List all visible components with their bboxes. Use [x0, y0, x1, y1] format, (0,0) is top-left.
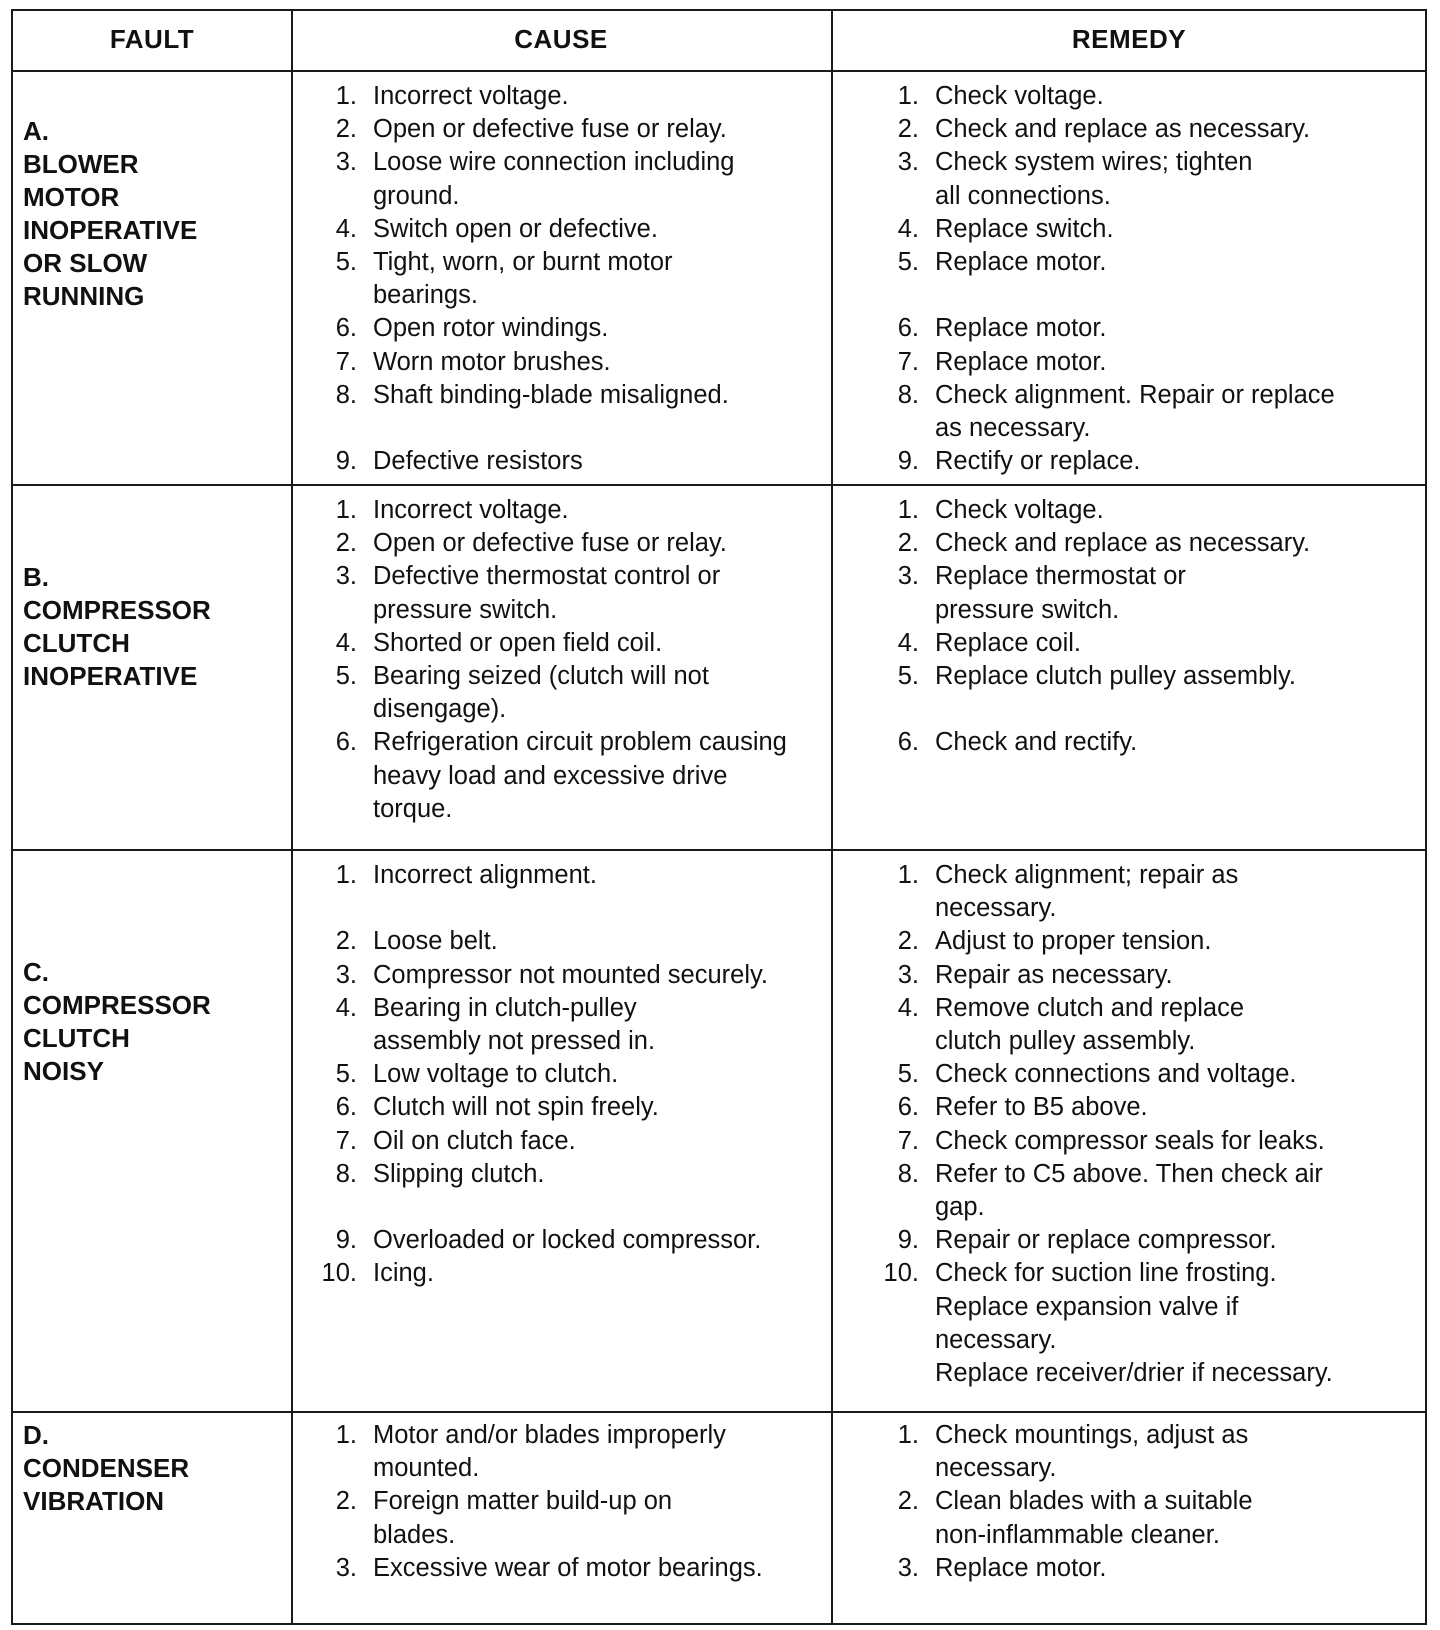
list-item: 5. Bearing seized (clutch will not disengage).	[335, 662, 709, 724]
list-item: 6. Clutch will not spin freely.	[335, 1093, 659, 1122]
list-item: 1. Incorrect voltage.	[335, 496, 569, 524]
fault-a: A. BLOWER MOTOR INOPERATIVE OR SLOW RUNNING	[23, 116, 198, 311]
column-divider	[831, 11, 833, 1623]
section-b-row	[13, 484, 1425, 851]
list-item: 2. Adjust to proper tension.	[897, 927, 1212, 956]
list-item: 7. Oil on clutch face.	[335, 1126, 576, 1155]
list-item: 7. Replace motor.	[897, 347, 1107, 376]
remedy-list-b	[875, 494, 1415, 760]
list-item: 3. Loose wire connection including ground.	[335, 148, 735, 210]
list-item: 2. Check and replace as necessary.	[897, 529, 1311, 558]
header-row	[13, 11, 1425, 71]
fault-d: D. CONDENSER VIBRATION	[23, 1420, 190, 1516]
list-item: 8. Refer to C5 above. Then check air gap.	[897, 1159, 1323, 1222]
list-item: 3. Defective thermostat control or pressure switch.	[335, 562, 721, 624]
list-item: 9. Defective resistors	[335, 447, 583, 476]
list-item: 5. Check connections and voltage.	[897, 1060, 1297, 1089]
list-item: 2. Clean blades with a suitable non-inflammable cleaner.	[897, 1487, 1253, 1549]
list-item: 2. Open or defective fuse or relay.	[335, 115, 727, 144]
header-fault: FAULT	[109, 23, 195, 54]
list-item: 1. Incorrect alignment.	[335, 861, 597, 889]
cause-list-a	[313, 80, 853, 478]
list-item: 1. Incorrect voltage.	[335, 82, 569, 110]
list-item: 6. Replace motor.	[897, 314, 1107, 343]
list-item: 3. Excessive wear of motor bearings.	[335, 1553, 763, 1582]
cause-list-c	[313, 859, 853, 1291]
header-remedy: REMEDY	[1071, 23, 1187, 54]
cause-list-d	[313, 1419, 853, 1585]
list-item: 6. Open rotor windings.	[335, 314, 609, 343]
list-item: 10. Check for suction line frosting. Replace expansion valve if necessary. Replace receiver/drier if necessary.	[883, 1259, 1333, 1388]
list-item: 9. Rectify or replace.	[897, 447, 1141, 476]
cause-list-b	[313, 494, 853, 826]
header-cause: CAUSE	[514, 23, 608, 54]
list-item: 4. Bearing in clutch-pulley assembly not pressed in.	[335, 993, 656, 1055]
remedy-list-d	[875, 1419, 1415, 1585]
fault-b: B. COMPRESSOR CLUTCH INOPERATIVE	[23, 562, 211, 691]
fault-c: C. COMPRESSOR CLUTCH NOISY	[23, 957, 211, 1086]
list-item: 2. Check and replace as necessary.	[897, 115, 1311, 144]
remedy-list-a	[875, 80, 1415, 478]
list-item: 2. Foreign matter build-up on blades.	[335, 1487, 673, 1549]
section-d-row	[13, 1411, 1425, 1625]
troubleshooting-table	[11, 9, 1427, 1625]
list-item: 8. Check alignment. Repair or replace as necessary.	[897, 380, 1335, 443]
list-item: 1. Check mountings, adjust as necessary.	[897, 1421, 1249, 1483]
list-item: 5. Low voltage to clutch.	[335, 1060, 619, 1089]
list-item: 4. Replace switch.	[897, 214, 1114, 243]
list-item: 4. Switch open or defective.	[335, 214, 658, 243]
remedy-list-c	[875, 859, 1415, 1390]
list-item: 4. Shorted or open field coil.	[335, 628, 663, 657]
column-divider	[291, 11, 293, 1623]
list-item: 3. Repair as necessary.	[897, 960, 1173, 989]
list-item: 3. Replace motor.	[897, 1553, 1107, 1582]
list-item: 3. Compressor not mounted securely.	[335, 960, 768, 989]
list-item: 1. Check voltage.	[897, 82, 1104, 110]
list-item: 9. Overloaded or locked compressor.	[335, 1226, 762, 1255]
list-item: 8. Slipping clutch.	[335, 1159, 545, 1188]
list-item: 1. Check voltage.	[897, 496, 1104, 524]
list-item: 1. Motor and/or blades improperly mounted.	[335, 1421, 726, 1483]
list-item: 4. Remove clutch and replace clutch pulley assembly.	[897, 993, 1245, 1056]
list-item: 6. Check and rectify.	[897, 728, 1138, 757]
list-item: 8. Shaft binding-blade misaligned.	[335, 380, 729, 409]
list-item: 4. Replace coil.	[897, 628, 1081, 657]
list-item: 2. Loose belt.	[335, 927, 498, 956]
list-item: 3. Check system wires; tighten all connections.	[897, 148, 1253, 210]
list-item: 5. Replace clutch pulley assembly.	[897, 662, 1296, 691]
section-a-row	[13, 70, 1425, 486]
list-item: 7. Worn motor brushes.	[335, 347, 611, 376]
list-item: 5. Tight, worn, or burnt motor bearings.	[335, 248, 673, 310]
list-item: 6. Refrigeration circuit problem causing heavy load and excessive drive torque.	[335, 728, 787, 823]
list-item: 5. Replace motor.	[897, 248, 1107, 277]
list-item: 6. Refer to B5 above.	[897, 1093, 1148, 1122]
section-c-row	[13, 849, 1425, 1413]
list-item: 9. Repair or replace compressor.	[897, 1226, 1277, 1255]
list-item: 2. Open or defective fuse or relay.	[335, 529, 727, 558]
list-item: 10. Icing.	[321, 1259, 434, 1288]
list-item: 7. Check compressor seals for leaks.	[897, 1126, 1325, 1155]
list-item: 3. Replace thermostat or pressure switch.	[897, 562, 1186, 624]
list-item: 1. Check alignment; repair as necessary.	[897, 861, 1239, 923]
